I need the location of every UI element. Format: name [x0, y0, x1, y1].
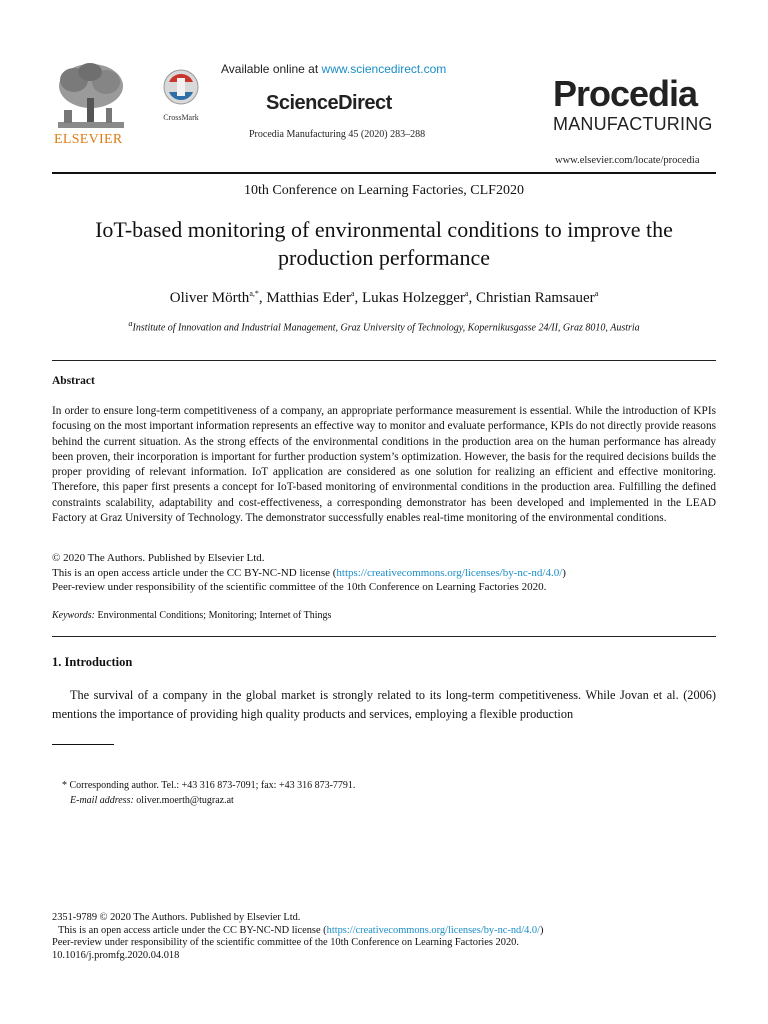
abstract-text: In order to ensure long-term competitiveness of a company, an appropriate performance measurement is essential. While the introduction of KPIs focusing on the most important information represents an effective way to monitor and evaluate performance, KPIs do not directly provide reasons behind the current situation. As the strong effects of the environmental conditions in the production area on the human performance has already been proven, their incorporation is important for further production system’s optimization. However, the basis for the required decisions builds the proper providing of relevant information. IoT application are considered as one solution for realizing an efficient and effective monitoring. Therefore, this paper first presents a concept for IoT-based monitoring of environmental conditions in the production area. Fulfilling the defined constraints scalability, adaptability and cost-effectiveness, a corresponding demonstrator has been developed and implemented in the LEAD Factory at Graz University of Technology. The demonstrator successfully enables real-time monitoring of the environmental conditions. — [52, 405, 716, 525]
license-prefix: This is an open access article under the CC BY-NC-ND license ( — [52, 566, 337, 579]
journal-homepage-link[interactable]: www.elsevier.com/locate/procedia — [555, 155, 700, 166]
conference-name: 10th Conference on Learning Factories, CLF2020 — [244, 183, 524, 198]
page-footer — [52, 912, 716, 962]
corresponding-author-note: * Corresponding author. Tel.: +43 316 873-7091; fax: +43 316 873-7791. — [62, 780, 356, 791]
sciencedirect-brand: ScienceDirect — [266, 92, 392, 114]
license-link[interactable]: https://creativecommons.org/licenses/by-nc-nd/4.0/ — [336, 566, 563, 579]
author-affiliation-mark: a — [350, 289, 355, 298]
footer-license-line — [52, 925, 716, 938]
journal-reference: Procedia Manufacturing 45 (2020) 283–288 — [249, 129, 426, 140]
keywords-text: Environmental Conditions; Monitoring; Internet of Things — [97, 610, 332, 621]
header-divider — [52, 172, 716, 174]
issn-line: 2351-9789 © 2020 The Authors. Published by Elsevier Ltd. — [52, 912, 301, 923]
procedia-logo — [553, 73, 719, 135]
abstract-bottom-divider — [52, 636, 716, 637]
author-separator: , — [354, 290, 362, 306]
footnote-divider — [52, 744, 114, 745]
author-affiliation-mark: a — [464, 289, 469, 298]
crossmark-badge[interactable] — [158, 68, 204, 122]
author-affiliation-mark: a — [594, 289, 599, 298]
procedia-title: Procedia — [553, 73, 698, 114]
author-separator: , — [258, 290, 267, 306]
crossmark-icon — [161, 68, 201, 106]
copyright-line: © 2020 The Authors. Published by Elsevier Ltd. — [52, 552, 265, 564]
crossmark-label: CrossMark — [163, 113, 199, 122]
availability-prefix: Available online at — [221, 62, 322, 76]
section-heading: 1. Introduction — [52, 655, 133, 669]
footer-license-prefix: This is an open access article under the CC BY-NC-ND license ( — [58, 924, 327, 936]
footer-peer-review: Peer-review under responsibility of the scientific committee of the 10th Conference on Learning Factories 2020. — [52, 937, 519, 948]
procedia-subtitle: MANUFACTURING — [553, 114, 713, 134]
availability-line — [221, 62, 481, 76]
author-name: Oliver Mörth — [169, 290, 250, 306]
copyright-block — [52, 551, 716, 595]
author-separator: , — [468, 290, 476, 306]
article-title: IoT-based monitoring of environmental conditions to improve the production performance — [95, 217, 673, 270]
author-affiliation-mark: a,* — [249, 289, 259, 298]
keywords-label: Keywords: — [52, 610, 95, 621]
affiliation-text: Institute of Innovation and Industrial Management, Graz University of Technology, Kopernikusgasse 24/II, Graz 8010, Austria — [132, 322, 640, 334]
doi[interactable]: 10.1016/j.promfg.2020.04.018 — [52, 949, 180, 961]
elsevier-wordmark: ELSEVIER — [54, 132, 123, 147]
affiliation — [0, 319, 768, 333]
author-name: Lukas Holzegger — [362, 290, 465, 306]
author-name: Matthias Eder — [266, 290, 351, 306]
email-note — [70, 795, 234, 806]
sciencedirect-link[interactable]: www.sciencedirect.com — [321, 62, 447, 76]
author-name: Christian Ramsauer — [475, 290, 595, 306]
email-label: E-mail address: — [70, 795, 134, 806]
license-suffix: ) — [562, 566, 566, 579]
intro-paragraph: The survival of a company in the global market is strongly related to its long-term competitiveness. While Jovan et al. (2006) mentions the importance of providing high quality products and services, employing a flexible production — [52, 688, 716, 721]
footer-license-link[interactable]: https://creativecommons.org/licenses/by-nc-nd/4.0/ — [326, 924, 540, 936]
footer-license-suffix: ) — [540, 924, 544, 936]
author-list — [0, 289, 768, 307]
elsevier-logo — [52, 60, 130, 152]
email-address[interactable]: oliver.moerth@tugraz.at — [136, 795, 234, 806]
abstract-top-divider — [52, 360, 716, 361]
keywords-line — [52, 610, 331, 621]
abstract-heading: Abstract — [52, 375, 95, 387]
affiliation-mark: a — [128, 319, 133, 328]
peer-review-line: Peer-review under responsibility of the scientific committee of the 10th Conference on Learning Factories 2020. — [52, 581, 547, 593]
license-line — [52, 566, 716, 581]
